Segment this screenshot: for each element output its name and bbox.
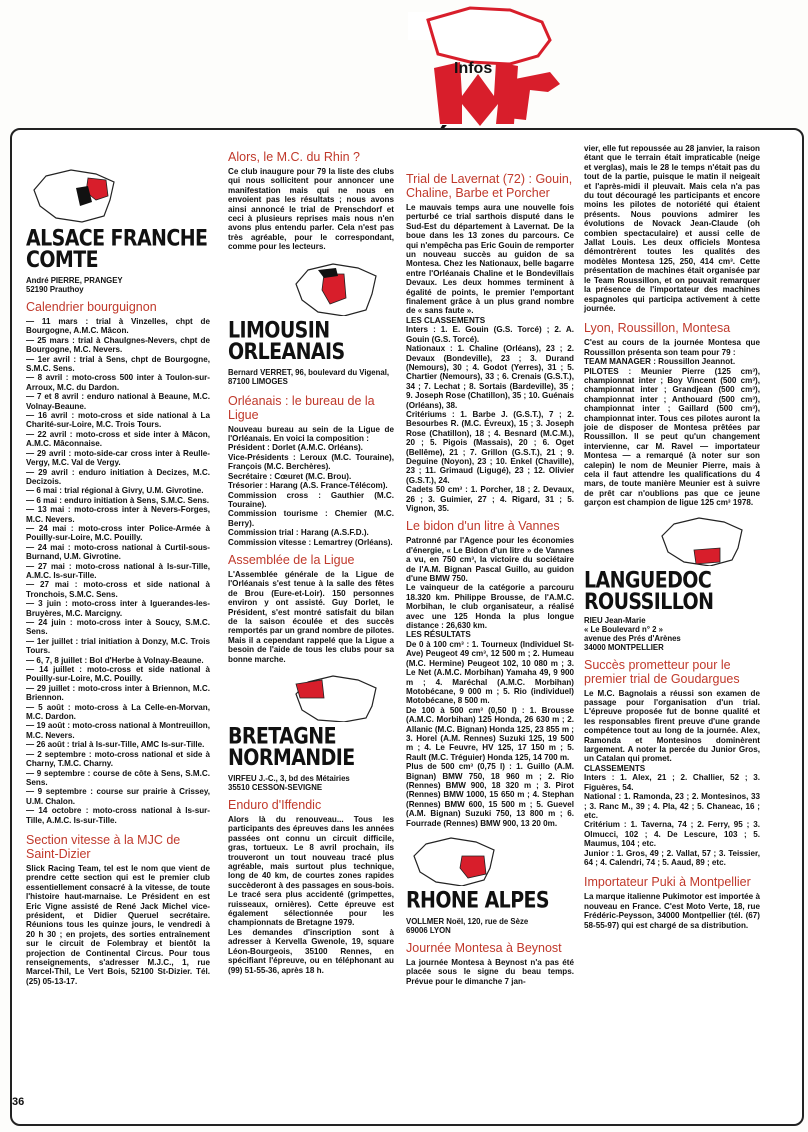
france-map-icon: [654, 514, 754, 566]
region-contact: VIRFEU J.-C., 3, bd des Métairies 35510 CESSON-SEVIGNE: [228, 774, 350, 792]
france-map-icon: [288, 672, 388, 722]
section-body: L'Assemblée générale de la Ligue de l'Orléanais s'est tenue à la salle des fêtes de Brou (Eure-et-Loir). 150 personnes environ y ont assisté. Guy Dorlet, le Président, s'est montré satisfait du bilan de la saison écoulée et des succès remportés par un grand nombre de pilotes. Mais il a cependant rappelé que la Ligue a besoin de l'aide de tous les clubs pour sa bonne marche.: [228, 569, 394, 664]
section-body: Slick Racing Team, tel est le nom que vient de prendre cette section qui est le premier club essentiellement consacré à la vitesse, de toute l'histoire haut-marnaise. Le Président en est Eric Vigne assisté de René Jack Michel vice-président, et Didier Queruel secrétaire. Réunions tous les quinze jours, le vendredi à 20 h 30 ; en projets, des sorties entraînement sur le circuit de Folembray et bientôt la projection de Continental Circus. Pour tous renseignements, s'adresser M.J.C., 1, rue Marcel-Thil, Le Vert Bois, 52100 St-Dizier. Tél. (25) 05-13-17.: [26, 863, 210, 986]
region-contact: VOLLMER Noël, 120, rue de Sèze 69006 LYON: [406, 917, 529, 935]
section-title: Succès prometteur pour le premier trial de Goudargues: [584, 657, 740, 686]
section-title: Alors, le M.C. du Rhin ?: [228, 150, 360, 164]
section-title: Assemblée de la Ligue: [228, 552, 355, 567]
column-2: [228, 144, 394, 975]
region-name: LANGUEDOC ROUSSILLON: [584, 567, 714, 615]
infos-label: Infos: [454, 60, 493, 77]
section-title: Orléanais : le bureau de la Ligue: [228, 393, 375, 422]
region-name: ALSACE FRANCHE COMTE: [26, 225, 208, 273]
section-title: Journée Montesa à Beynost: [406, 941, 562, 955]
region-name: RHONE ALPES: [406, 887, 549, 913]
section-title: Le bidon d'un litre à Vannes: [406, 519, 560, 534]
section-body: Patronné par l'Agence pour les économies d'énergie, « Le Bidon d'un litre » de Vannes a vu, en 750 cm³, la victoire du sociétaire de l'A.M. Bignan Pascal Guillo, au guidon d'une BMW 750. Le vainqueur de la catégorie a parcouru 18.320 km. Philippe Brousse, de l'A.M.C. Morbihan, le club organisateur, a réalisé avec une 125 Honda la plus longue distance : 26,630 km. LES RÉSULTATS De 0 à 100 cm³ : 1. Tourneux (Individuel St-Ave) Peugeot 49 cm³, 12 500 m ; 2. Humeau (M.C. Hermine) Peugeot 102, 10 080 m ; 3. Le Net (A.M.C. Morbihan) Yamaha 49, 9 900 m ; 4. Maréchal (A.M.C. Morbihan) Motobécane, 9 000 m ; 5. Rio (individuel) Motobécane, 8 500 m. De 100 à 500 cm³ (0,50 l) : 1. Brousse (A.M.C. Morbihan) 125 Honda, 26 630 m ; 2. Allanic (M.C. Bignan) Honda 125, 23 855 m ; 3. Horel (A.M. Rennes) Suzuki 125, 19 500 m ; 4. Le Feuvre, HV 125, 17 150 m ; 5. Rault (M.C. Tréguier) Honda 125, 14 700 m. Plus de 500 cm³ (0,75 l) : 1. Guillo (A.M. Bignan) BMW 750, 18 960 m ; 2. Rio (Rennes) BMW 900, 18 320 m ; 3. Pirot (Rennes) BMW 1000, 15 650 m ; 4. Stephan (Rennes) BMW 600, 15 500 m ; 5. Guevel (A.M. Bignan) Suzuki 750, 13 800 m ; 6. Fourrade (Rennes) BMW 900, 13 20 0m.: [406, 536, 574, 828]
section-title: Enduro d'Iffendic: [228, 798, 322, 812]
section-body: Le M.C. Bagnolais a réussi son examen de passage pour l'organisation d'un trial. L'épreuve proposée fut de bonne qualité et les responsables firent preuve d'une grande compétence tout au long de la journée. Alex, Ramonda et Montesinos dominèrent largement. A noter la percée du Junior Gros, un Catalan qui promet. CLASSEMENTS Inters : 1. Alex, 21 ; 2. Challier, 52 ; 3. Figuères, 54. National : 1. Ramonda, 23 ; 2. Montesinos, 33 ; 3. Ranc M., 39 ; 4. Pla, 42 ; 5. Chaneac, 16 ; etc. Critérium : 1. Taverna, 74 ; 2. Ferry, 95 ; 3. Olmucci, 102 ; 4. De Lescure, 103 ; 5. Maumus, 104 ; etc. Junior : 1. Gros, 49 ; 2. Vallat, 57 ; 3. Teissier, 64 ; 4. Calendri, 74 ; 5. Aaud, 89 ; etc.: [584, 688, 760, 867]
section-title: Trial de Lavernat (72) : Gouin, Chaline, Barbe et Porcher: [406, 172, 573, 200]
section-body: La marque italienne Pukimotor est importée à nouveau en France. C'est Moto Verte, 18, rue Frédéric-Peysson, 34000 Montpellier (tél. (67) 58-55-97) qui est chargé de sa distribution.: [584, 892, 760, 930]
region-name: BRETAGNE NORMANDIE: [228, 723, 355, 771]
section-title: Importateur Puki à Montpellier: [584, 875, 751, 890]
column-3: [406, 166, 574, 986]
section-title: Lyon, Roussillon, Montesa: [584, 321, 731, 336]
section-title: Calendrier bourguignon: [26, 300, 157, 314]
section-body: Nouveau bureau au sein de la Ligue de l'Orléanais. En voici la composition : Président : Dorlet (A.M.C. Orléans). Vice-Présidents : Leroux (M.C. Touraine), François (M.C. Berchères). Secrétaire : Cœuret (M.C. Brou). Trésorier : Harang (A.S. France-Télécom). Commission cross : Gauthier (M.C. Touraine). Commission tourisme : Chemier (M.C. Berry). Commission trial : Harang (A.S.F.D.). Commission vitesse : Lemartrey (Orléans).: [228, 424, 394, 547]
region-contact: Bernard VERRET, 96, boulevard du Vigenal, 87100 LIMOGES: [228, 367, 390, 386]
section-body: C'est au cours de la journée Montesa que Roussillon présenta son team pour 79 : TEAM MANAGER : Roussillon Jeannot. PILOTES : Meunier Pierre (125 cm³), championnat inter ; Boy Vincent (500 cm³), championnat inter ; Grandjean (500 cm³), championnat inter ; Anthouard (500 cm³), championnat inter ; Gaillard (500 cm³), championnat inter. Tous ces pilotes auront la joie de disposer de Montesa prêtées par Roussillon. Il se peut qu'un changement intervienne, car M. Ravel — importateur Montesa — a remarqué (à noter sur son calepin) le nom de Meunier Pierre, mais à cela il faut attendre les qualifications du 4 mars, de toute manière Meunier est à suivre de prêt car n'oublions pas que ce jeune garçon est champion de ligue 125 cm³ 1978.: [584, 338, 760, 508]
column-1: [26, 166, 210, 986]
region-contact: André PIERRE, PRANGEY 52190 Prauthoy: [26, 276, 123, 294]
column-4: [584, 144, 760, 930]
region-name: LIMOUSIN ORLEANAIS: [228, 317, 345, 365]
france-map-icon: [288, 260, 388, 316]
france-map-icon: [406, 834, 506, 886]
section-body: La journée Montesa à Beynost n'a pas été placée sous le signe du beau temps. Prévue pour le dimanche 7 jan-: [406, 958, 574, 986]
section-body: Le mauvais temps aura une nouvelle fois perturbé ce trial sarthois disputé dans le Sud-Est du département à Lavernat. De la boue dans les 13 zones du parcours. Ce qui n'empêcha pas Eric Gouin de remporter un nouveau succès au guidon de sa Montesa. Chez les Nationaux, belle bagarre entre l'Orléanais Chaline et le Bondevillais Devaux. Les deux hommes terminent à égalité de points, le premier l'emportant finalement grâce à un plus grand nombre de « sans faute ». LES CLASSEMENTS Inters : 1. E. Gouin (G.S. Torcé) ; 2. A. Gouin (G.S. Torcé). Nationaux : 1. Chaline (Orléans), 23 ; 2. Devaux (Bondeville), 23 ; 3. Durand (Nemours), 30 ; 4. Godot (Yerres), 31 ; 5. Chartier (Nemours), 33 ; 6. Crenais (G.S.T.), 34 ; 7. Lechat ; 8. Sortais (Bardeville), 35 ; 9. Joseph Rose (Chatillon), 35 ; 10. Guénais (Orléans), 38. Critériums : 1. Barbe J. (G.S.T.), 7 ; 2. Besourbes R. (M.C. Évreux), 15 ; 3. Joseph Rose (Chatillon), 18 ; 4. Besnard (M.C.M.), 20 ; 5. Pigois (Massais), 20 ; 6. Oget (Bellême), 21 ; 7. Grillon (G.S.T.), 21 ; 9. Deguine (Noyon), 23 ; 10. Enkel (Chaville), 23 ; 11. Grimaud (Ligugé), 23 ; 12. Olivier (G.S.T.), 24. Cadets 50 cm³ : 1. Porcher, 18 ; 2. Devaux, 26 ; 3. Guimier, 27 ; 4. Rigard, 31 ; 5. Vignon, 35.: [406, 203, 574, 513]
france-map-icon: [26, 166, 126, 224]
section-body: — 11 mars : trial à Vinzelles, chpt de Bourgogne, A.M.C. Mâcon. — 25 mars : trial à Chaulgnes-Nevers, chpt de Bourgogne, M.C. Nevers. — 1er avril : trial à Sens, chpt de Bourgogne, S.M.C. Sens. — 8 avril : moto-cross 500 inter à Toulon-sur-Arroux, M.C. du Dardon. — 7 et 8 avril : enduro national à Beaune, M.C. Volnay-Beaune. — 16 avril : moto-cross et side national à La Charité-sur-Loire, M.C. Trois Tours. — 22 avril : moto-cross et side inter à Mâcon, A.M.C. Mâconnaise. — 29 avril : moto-side-car cross inter à Reulle-Vergy, M.C. Val de Vergy. — 29 avril : enduro initiation à Decizes, M.C. Decizois. — 6 mai : trial régional à Givry, U.M. Givrotine. — 6 mai : enduro initiation à Sens, S.M.C. Sens. — 13 mai : moto-cross inter à Nevers-Forges, M.C. Nevers. — 24 mai : moto-cross inter Police-Armée à Pouilly-sur-Loire, M.C. Pouilly. — 24 mai : moto-cross national à Curtil-sous-Burnand, U.M. Givrotine. — 27 mai : moto-cross national à Is-sur-Tille, A.M.C. Is-sur-Tille. — 27 mai : moto-cross et side national à Tronchois, S.M.C. Sens. — 3 juin : moto-cross inter à Iguerandes-les-Bruyères, M.C. Marcigny. — 24 juin : moto-cross inter à Soucy, S.M.C. Sens. — 1er juillet : trial initiation à Donzy, M.C. Trois Tours. — 6, 7, 8 juillet : Bol d'Herbe à Volnay-Beaune. — 14 juillet : moto-cross et side national à Pouilly-sur-Loire, M.C. Pouilly. — 29 juillet : moto-cross inter à Briennon, M.C. Briennon. — 5 août : moto-cross à La Celle-en-Morvan, M.C. Dardon. — 19 août : moto-cross national à Montreuillon, M.C. Nevers. — 26 août : trial à Is-sur-Tille, AMC Is-sur-Tille. — 2 septembre : moto-cross national et side à Charny, T.M.C. Charny. — 9 septembre : course de côte à Sens, S.M.C. Sens. — 9 septembre : course sur prairie à Crissey, U.M. Chalon. — 14 octobre : moto-cross national à Is-sur-Tille, A.M.C. Is-sur-Tille.: [26, 317, 210, 825]
region-contact: RIEU Jean-Marie « Le Boulevard n° 2 » avenue des Prés d'Arènes 34000 MONTPELLIER: [584, 615, 681, 652]
section-body: Ce club inaugure pour 79 la liste des clubs qui nous sollicitent pour annoncer une manifestation mais qui ne nous en envoient pas les résultats ; nous avons ainsi annoncé le trial de Prenschdorf et ceci à plusieurs reprises mais nous n'en avons plus entendu parler. Cela n'est pas très agréable, pour le correspondant, comme pour les lecteurs.: [228, 167, 394, 252]
section-body: Alors là du renouveau... Tous les participants des épreuves dans les années passées ont connu un circuit difficile, gras, tortueux. Le 8 avril prochain, ils trouveront un tout nouveau tracé plus agréable, mais surtout plus technique, long de 40 km, de courtes zones rapides succèderont à des passages en sous-bois. Le tracé sera plus accidenté (grimpettes, ruisseaux, ornières). Cette épreuve est également sélectionnée pour les championnats de Bretagne 1979. Les demandes d'inscription sont à adresser à Kervella Gwenole, 19, square Léon-Bourgeois, 35100 Rennes, en spécifiant l'épreuve, ou en téléphonant au (99) 51-55-36, après 18 h.: [228, 815, 394, 975]
content-frame: [10, 128, 804, 1126]
section-body: vier, elle fut repoussée au 28 janvier, la raison étant que le terrain était impraticable (neige et verglas), mais le 28 le temps n'était pas du tout de la partie, puisque le matin il neigeait et l'après-midi il pleuvait. Mais cela n'a pas du tout découragé les participants et encore moins les pilotes de notoriété qui étaient présents. Nous pouvions admirer les évolutions de Novack Jean-Claude (oh combien spectaculaire) et aussi celle de Jallat Louis. Les deux officiels Montesa démontrèrent toutes les qualités des modèles Montesa 125, 250, 414 cm³. Cette présentation de machines était organisée par le Team Roussillon, et on pouvait remarquer la présence de l'importateur des machines espagnoles qui participa activement à cette journée.: [584, 144, 760, 313]
page-number: 36: [12, 1096, 25, 1108]
section-title: Section vitesse à la MJC de Saint-Dizier: [26, 832, 181, 861]
